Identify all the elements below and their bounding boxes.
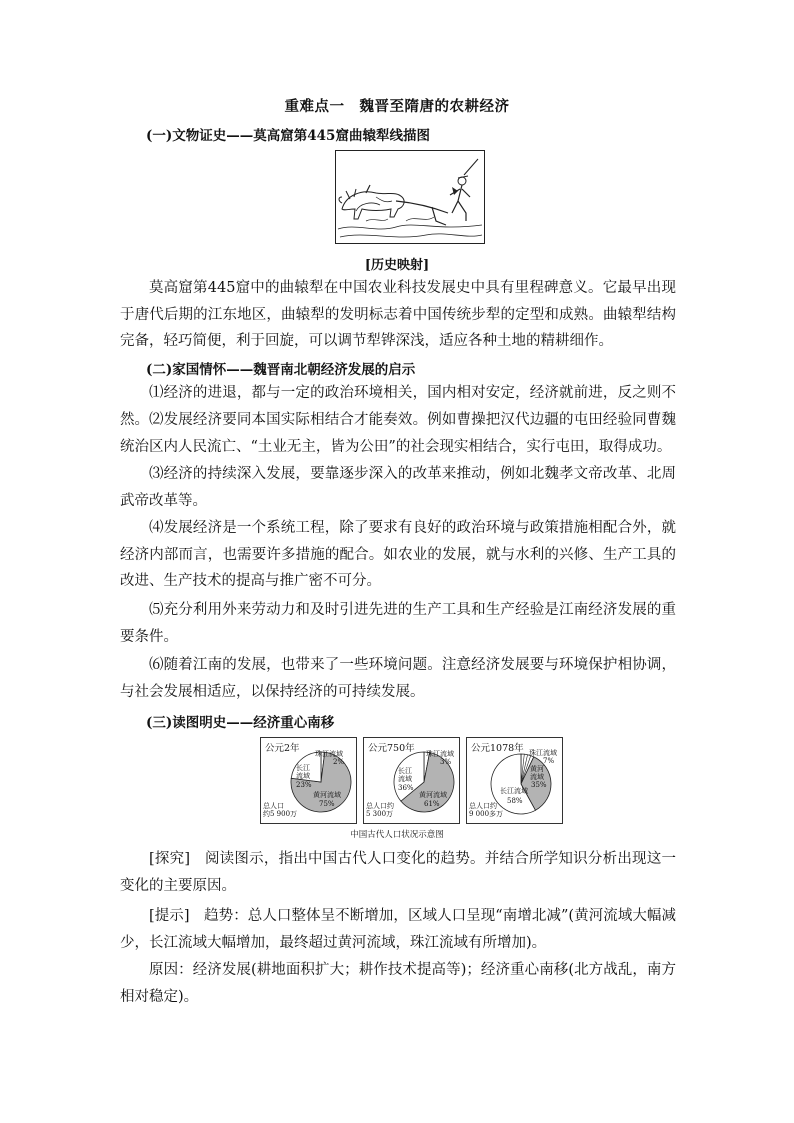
pie-slice-label: 7% — [543, 757, 555, 765]
section1-paragraph: 莫高窟第445窟中的曲辕犁在中国农业科技发展史中具有里程碑意义。它最早出现于唐代后期的江东地区，曲辕犁的发明标志着中国传统步犁的定型和成熟。曲辕犁结构完备，轻巧简便，利于回旋，可以调节犁铧深浅，适应各种土地的精耕细作。 — [120, 280, 676, 349]
page-title: 重难点一 魏晋至隋唐的农耕经济 — [284, 98, 510, 115]
pie-slice-name: 黄河流域 — [313, 791, 341, 799]
pie-year-label: 公元1078年 — [471, 743, 524, 754]
section2-item-1: ⑴经济的进退，都与一定的政治环境相关，国内相对安定，经济就前进，反之则不然。 — [120, 385, 676, 428]
population-pie-charts — [260, 737, 560, 825]
section2-item-2: ⑵发展经济要同本国实际相结合才能奏效。例如曹操把汉代边疆的屯田经验同曹魏统治区内人民流亡、“土业无主，皆为公田”的社会现实相结合，实行屯田，取得成功。 — [120, 412, 676, 455]
pie-total-label: 总人口 — [263, 802, 284, 810]
section1-heading: (一)文物证史——莫高窟第445窟曲辕犁线描图 — [146, 128, 430, 144]
pie-slice-label: 75% — [319, 800, 335, 808]
pie-slice-label: 61% — [424, 800, 440, 808]
section2-item-6: ⑹随着江南的发展，也带来了一些环境问题。注意经济发展要与环境保护相协调，与社会发展相适应，以保持经济的可持续发展。 — [120, 657, 676, 700]
pie-chart-2ad — [260, 737, 357, 824]
pie-total-label: 总人口约 — [469, 802, 497, 810]
section2-heading: (二)家国情怀——魏晋南北朝经济发展的启示 — [146, 362, 416, 378]
pie-slice-name: 长江流域 — [398, 767, 412, 783]
pie-year-label: 公元2年 — [265, 743, 300, 754]
pie-slice-name: 黄河流域 — [530, 765, 544, 781]
pie-figure-caption: 中国古代人口状况示意图 — [350, 830, 444, 840]
section2-item-4: ⑷发展经济是一个系统工程，除了要求有良好的政治环境与政策措施相配合外，就经济内部而言，也需要许多措施的配合。如农业的发展，就与水利的兴修、生产工具的改进、生产技术的提高与推广密不可分。 — [120, 520, 676, 589]
pie-slice-name: 长江流域 — [296, 764, 310, 780]
pie-slice-label: 36% — [398, 784, 414, 792]
pie-chart-1078ad — [466, 737, 563, 824]
pie-year-label: 公元750年 — [368, 743, 415, 754]
pie-total-value: 9 000多万 — [469, 810, 504, 818]
pie-slice-name: 珠江流域 — [315, 750, 343, 758]
pie-slice-label: 2% — [333, 758, 345, 766]
section2-item-3: ⑶经济的持续深入发展，要靠逐步深入的改革来推动，例如北魏孝文帝改革、北周武帝改革等。 — [120, 466, 676, 509]
figure-caption-history-mapping: [历史映射] — [364, 258, 430, 273]
explore-paragraph: [探究] 阅读图示，指出中国古代人口变化的趋势。并结合所学知识分析出现这一变化的主要原因。 — [120, 851, 676, 894]
reason-paragraph: 原因：经济发展(耕地面积扩大；耕作技术提高等)；经济重心南移(北方战乱，南方相对稳定)。 — [120, 962, 676, 1005]
pie-slice-name: 珠江流域 — [426, 750, 454, 758]
pie-total-value: 5 300万 — [366, 810, 394, 818]
hint-paragraph: [提示] 趋势：总人口整体呈不断增加，区域人口呈现“南增北减”(黄河流域大幅减少，长江流域大幅增加，最终超过黄河流域，珠江流域有所增加)。 — [120, 908, 676, 951]
pie-total-value: 约5 900万 — [263, 810, 298, 818]
pie-slice-label: 3% — [440, 758, 452, 766]
pie-slice-label: 23% — [296, 781, 312, 789]
section3-heading: (三)读图明史——经济重心南移 — [146, 715, 335, 731]
pie-slice-label: 58% — [507, 797, 523, 805]
pie-slice-label: 35% — [531, 781, 547, 789]
pie-slice-name: 长江流域 — [500, 787, 528, 795]
section2-item-5: ⑸充分利用外来劳动力和及时引进先进的生产工具和生产经验是江南经济发展的重要条件。 — [120, 602, 676, 645]
pie-slice-name: 黄河流域 — [419, 791, 447, 799]
plow-illustration — [335, 150, 485, 244]
pie-chart-750ad — [363, 737, 460, 824]
pie-total-label: 总人口约 — [366, 802, 394, 810]
pie-slice-name: 珠江流域 — [529, 749, 557, 757]
